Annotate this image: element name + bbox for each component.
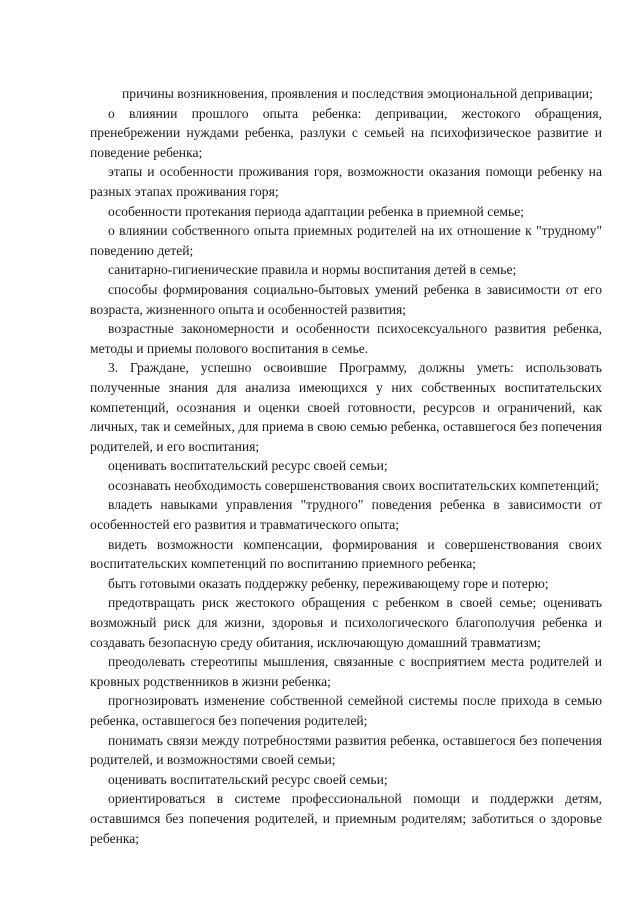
paragraph: осознавать необходимость совершенствования своих воспитательских компетенций;	[108, 477, 599, 493]
paragraph: санитарно-гигиенические правила и нормы воспитания детей в семье;	[108, 262, 517, 278]
paragraph: видеть возможности компенсации, формирования и совершенствования своих воспитательских компетенций по воспитанию приемного ребенка;	[90, 536, 602, 572]
paragraph: возрастные закономерности и особенности психосексуального развития ребенка, методы и приемы полового воспитания в семье.	[90, 321, 602, 356]
paragraph: о влиянии прошлого опыта ребенка: депривации, жестокого обращения, пренебрежении нуждами ребенка, разлуки с семьей на психофизическое развитие и поведение ребенка;	[90, 105, 602, 160]
paragraph: предотвращать риск жестокого обращения с ребенком в своей семье; оценивать возможный риск для жизни, здоровья и психологического благополучия ребенка и создавать безопасную среду обитания, исключающую домашний травматизм;	[90, 595, 602, 650]
paragraph: понимать связи между потребностями развития ребенка, оставшегося без попечения родителей, и возможностями своей семьи;	[90, 732, 602, 768]
paragraph: особенности протекания периода адаптации ребенка в приемной семье;	[108, 203, 525, 219]
paragraph: причины возникновения, проявления и последствия эмоциональной депривации;	[122, 86, 593, 101]
paragraph: этапы и особенности проживания горя, возможности оказания помощи ребенку на разных этапах проживания горя;	[90, 164, 602, 199]
paragraph: оценивать воспитательский ресурс своей семьи;	[108, 771, 388, 787]
paragraph: ориентироваться в системе профессиональной помощи и поддержки детям, оставшимся без попечения родителей, и приемным родителям; заботиться о здоровье ребенка;	[90, 791, 602, 846]
paragraph: о влиянии собственного опыта приемных родителей на их отношение к "трудному" поведению детей;	[90, 223, 602, 258]
paragraph: прогнозировать изменение собственной семейной системы после прихода в семью ребенка, оставшегося без попечения родителей;	[90, 693, 602, 728]
paragraph: преодолевать стереотипы мышления, связанные с восприятием места родителей и кровных родственников в жизни ребенка;	[90, 654, 602, 689]
section-3-paragraph: 3. Граждане, успешно освоившие Программу, должны уметь: использовать полученные знания для анализа имеющихся у них собственных воспитательских компетенций, осознания и оценки своей готовности, ресурсов и ограничений, как личных, так и семейных, для приема в свою семью ребенка, оставшегося без попечения родителей, и его воспитания;	[90, 360, 602, 454]
paragraph: оценивать воспитательский ресурс своей семьи;	[108, 458, 388, 474]
paragraph: способы формирования социально-бытовых умений ребенка в зависимости от его возраста, жизненного опыта и особенностей развития;	[90, 281, 602, 317]
paragraph: владеть навыками управления "трудного" поведения ребенка в зависимости от особенностей его развития и травматического опыта;	[90, 497, 602, 533]
paragraph: быть готовыми оказать поддержку ребенку, переживающему горе и потерю;	[108, 575, 549, 591]
document-body	[90, 84, 602, 848]
